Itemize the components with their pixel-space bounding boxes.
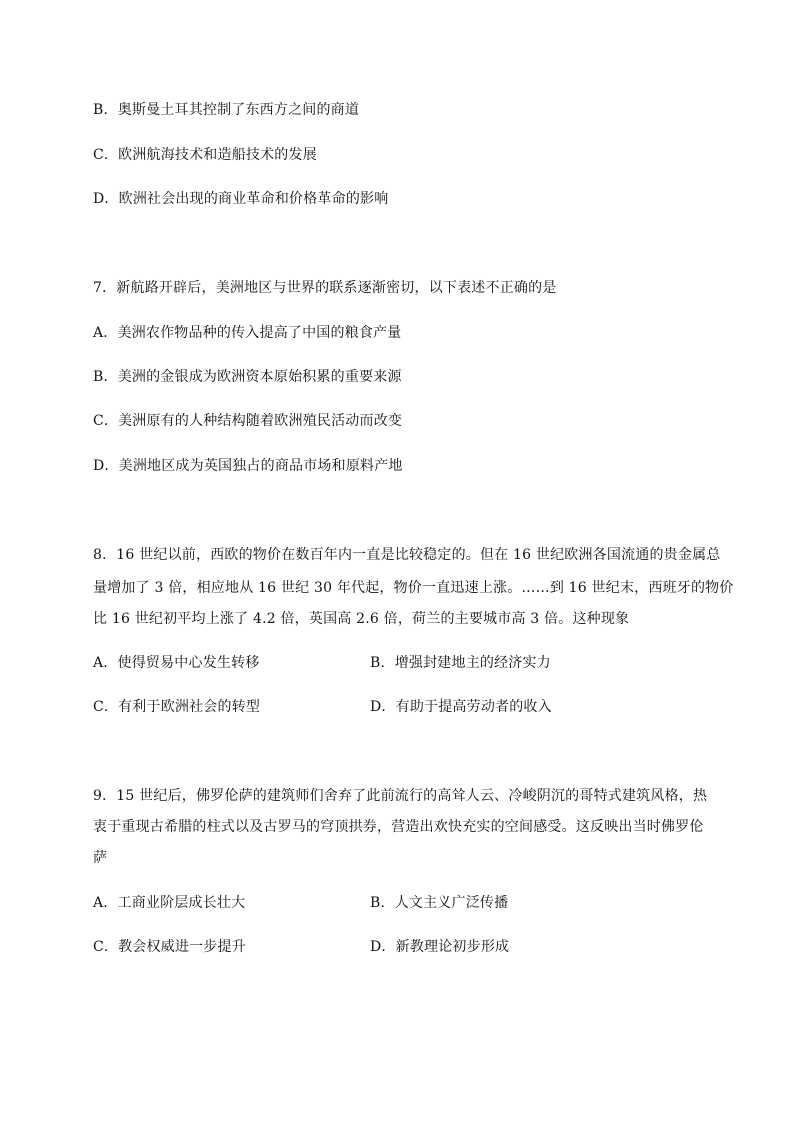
q8-option-b: B．增强封建地主的经济实力 — [370, 655, 551, 671]
q9-stem-line-1: 9．15 世纪后，佛罗伦萨的建筑师们舍弃了此前流行的高耸人云、冷峻阴沉的哥特式建筑风格，热 — [93, 788, 708, 804]
q6-option-b: B．奥斯曼土耳其控制了东西方之间的商道 — [93, 102, 360, 118]
q9-option-b: B．人文主义广泛传播 — [370, 895, 509, 911]
q9-option-d: D．新教理论初步形成 — [370, 939, 510, 955]
q7-stem: 7．新航路开辟后，美洲地区与世界的联系逐渐密切，以下表述不正确的是 — [93, 280, 557, 296]
q6-option-d: D．欧洲社会出现的商业革命和价格革命的影响 — [93, 191, 389, 207]
q7-option-d: D．美洲地区成为英国独占的商品市场和原料产地 — [93, 458, 403, 474]
q8-stem-line-2: 量增加了 3 倍，相应地从 16 世纪 30 年代起，物价一直迅速上涨。……到 16 世纪末，西班牙的物价 — [93, 580, 734, 596]
q7-option-a: A．美洲农作物品种的传入提高了中国的粮食产量 — [93, 325, 402, 341]
q8-stem-line-1: 8．16 世纪以前，西欧的物价在数百年内一直是比较稳定的。但在 16 世纪欧洲各国流通的贵金属总 — [93, 547, 721, 563]
q8-option-a: A．使得贸易中心发生转移 — [93, 655, 260, 671]
q8-stem-line-3: 比 16 世纪初平均上涨了 4.2 倍，英国高 2.6 倍，荷兰的主要城市高 3 倍。这种现象 — [93, 611, 630, 627]
q6-option-c: C．欧洲航海技术和造船技术的发展 — [93, 147, 317, 163]
q9-stem-line-2: 衷于重现古希腊的柱式以及古罗马的穹顶拱券，营造出欢快充实的空间感受。这反映出当时佛罗伦 — [93, 819, 704, 835]
q8-option-d: D．有助于提高劳动者的收入 — [370, 699, 552, 715]
q9-option-a: A．工商业阶层成长壮大 — [93, 895, 246, 911]
q8-option-c: C．有利于欧洲社会的转型 — [93, 699, 261, 715]
q9-stem-line-3: 萨 — [93, 850, 108, 866]
q7-option-c: C．美洲原有的人种结构随着欧洲殖民活动而改变 — [93, 413, 403, 429]
q9-option-c: C．教会权威进一步提升 — [93, 939, 246, 955]
q7-option-b: B．美洲的金银成为欧洲资本原始积累的重要来源 — [93, 369, 402, 385]
